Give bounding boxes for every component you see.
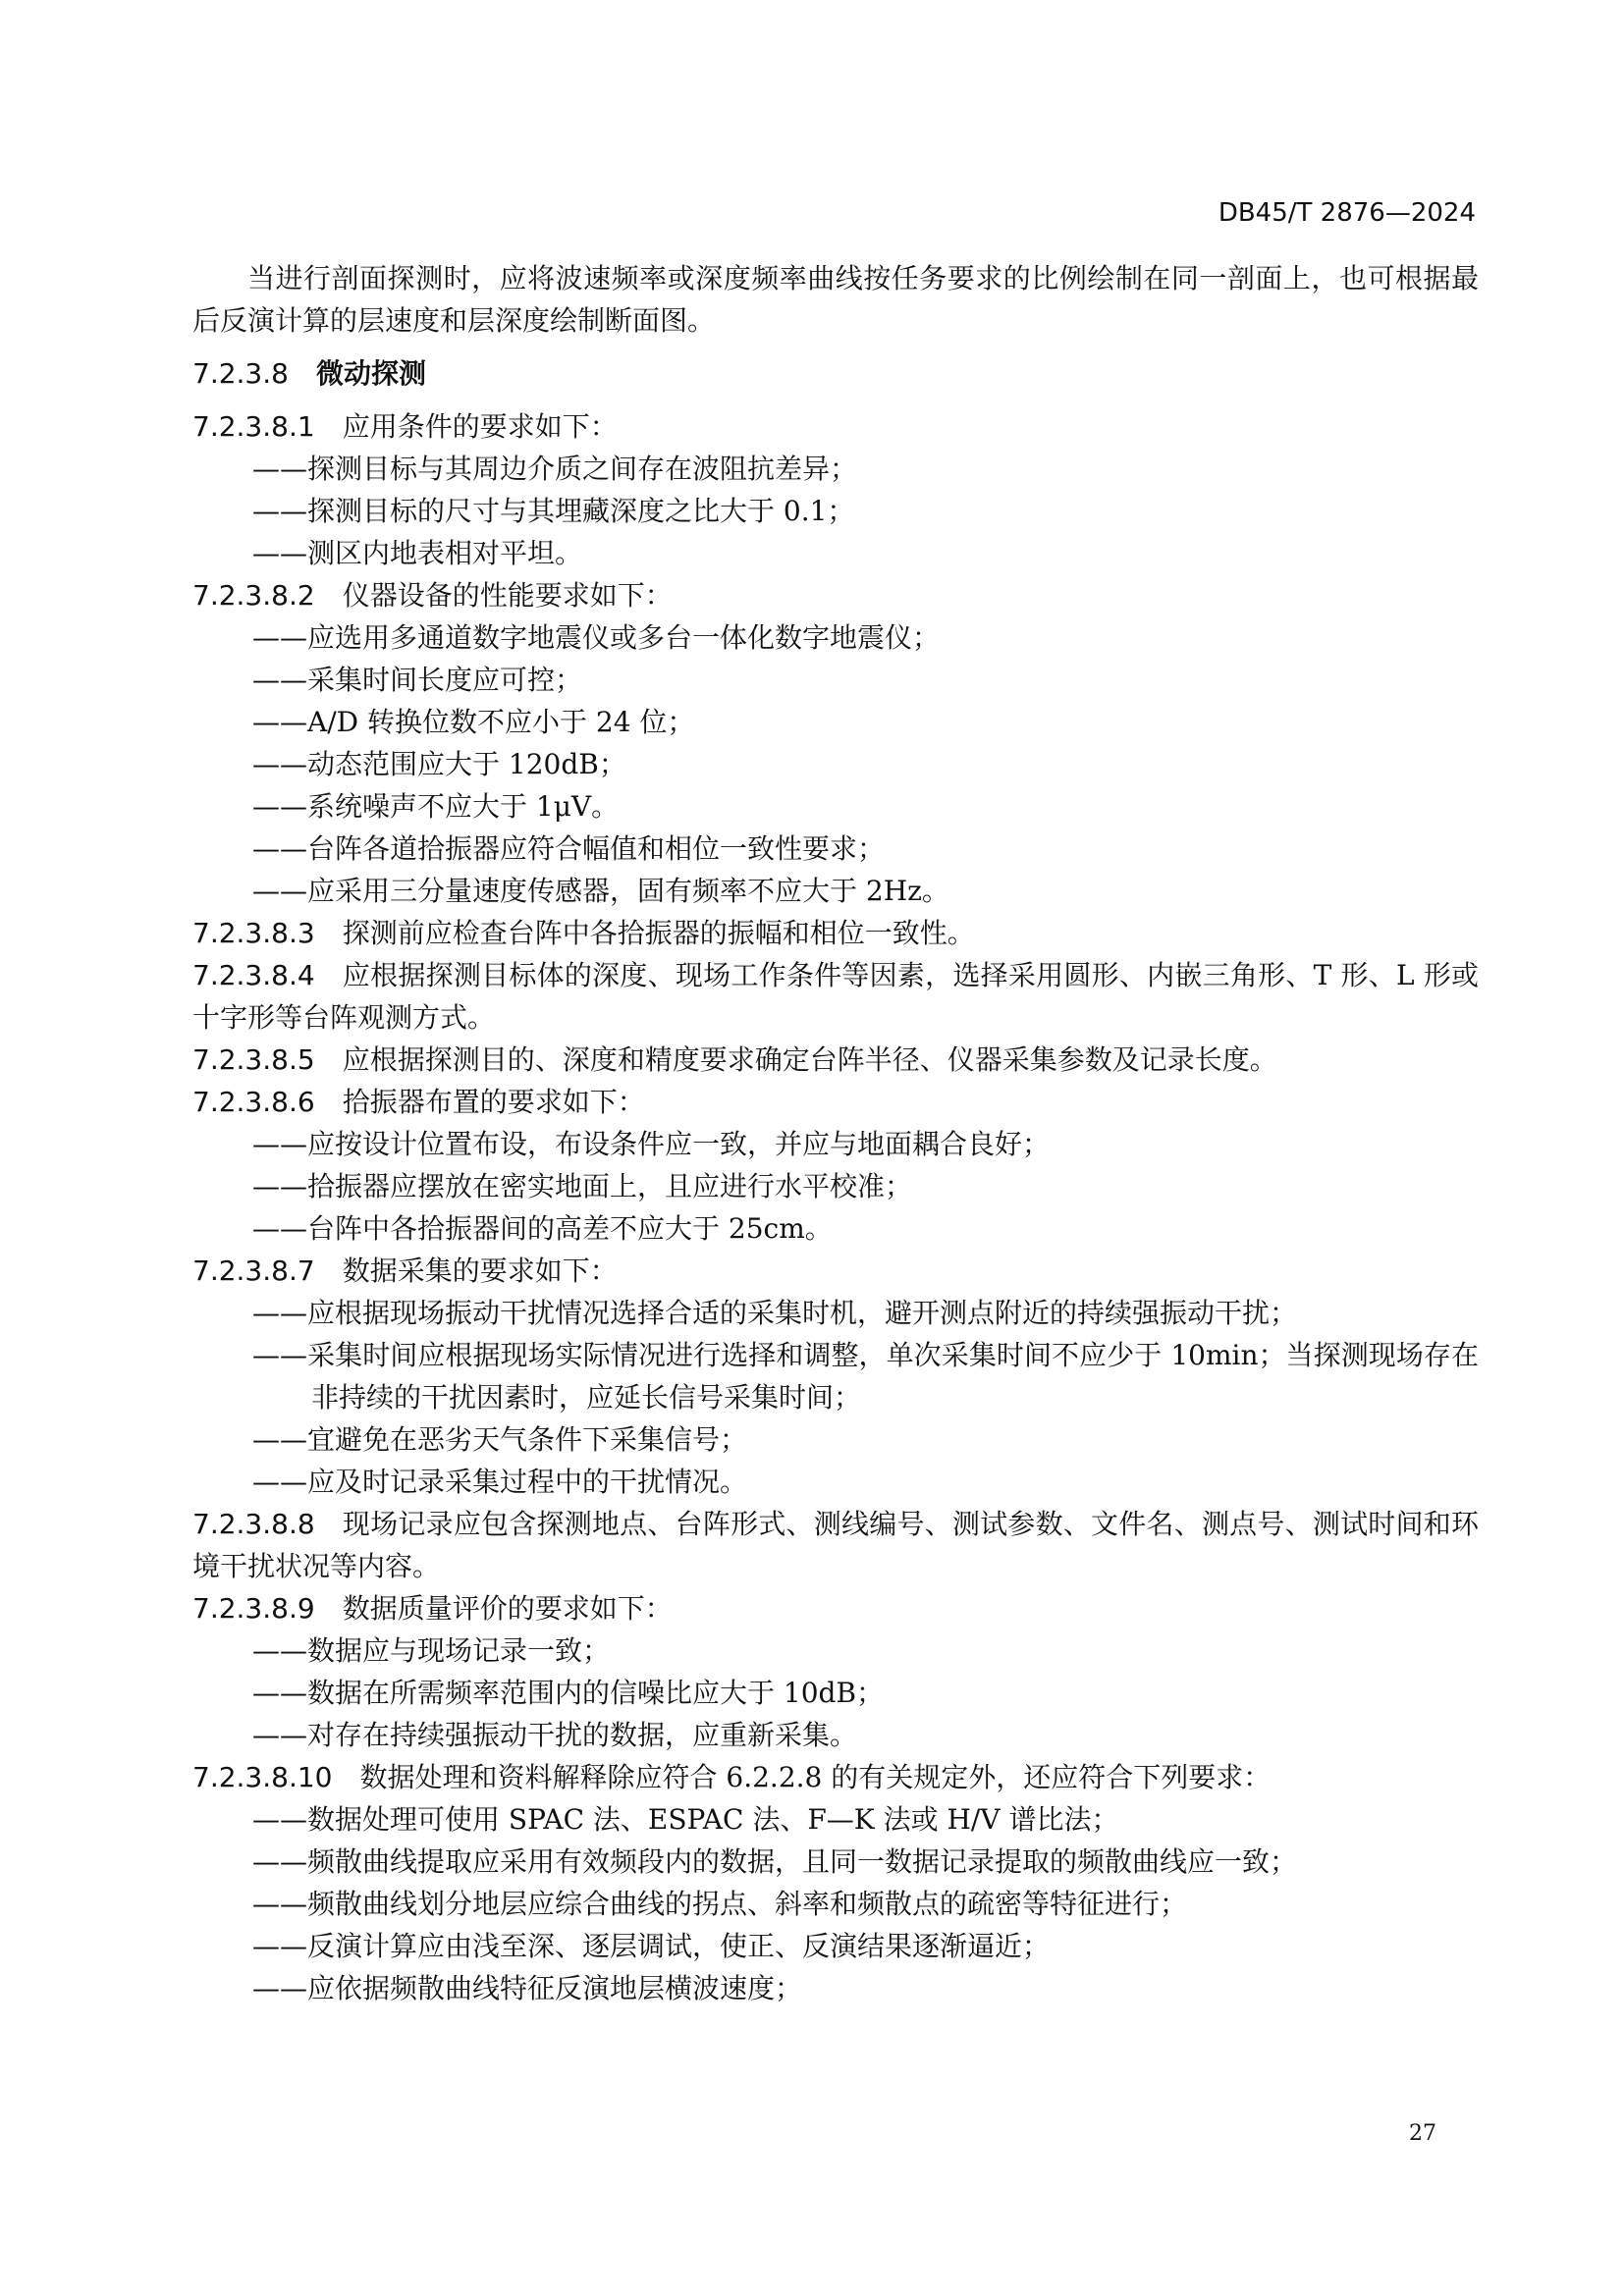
list-item: ——采集时间长度应可控； bbox=[252, 664, 583, 696]
clause-number: 7.2.3.8.5 bbox=[192, 1043, 315, 1076]
clause bbox=[192, 1587, 1479, 1629]
list-item: ——应根据现场振动干扰情况选择合适的采集时机，避开测点附近的持续强振动干扰； bbox=[252, 1297, 1298, 1329]
clause-number: 7.2.3.8.7 bbox=[192, 1255, 315, 1287]
list-item: ——A/D 转换位数不应小于 24 位； bbox=[252, 706, 695, 738]
clause bbox=[192, 954, 1479, 1039]
list-item: ——数据应与现场记录一致； bbox=[252, 1634, 611, 1667]
clause-list bbox=[192, 405, 1479, 2009]
clause bbox=[192, 405, 1479, 448]
document-body bbox=[192, 257, 1479, 2009]
list-item: ——台阵各道拾振器应符合幅值和相位一致性要求； bbox=[252, 832, 886, 865]
clause bbox=[192, 1039, 1479, 1081]
list-item: ——探测目标的尺寸与其埋藏深度之比大于 0.1； bbox=[252, 495, 855, 527]
intro-paragraph: 当进行剖面探测时，应将波速频率或深度频率曲线按任务要求的比例绘制在同一剖面上，也可根据最后反演计算的层速度和层深度绘制断面图。 bbox=[192, 262, 1479, 337]
clause-number: 7.2.3.8.9 bbox=[192, 1592, 315, 1625]
clause bbox=[192, 1081, 1479, 1123]
clause bbox=[192, 574, 1479, 616]
list-item: ——应及时记录采集过程中的干扰情况。 bbox=[252, 1466, 748, 1498]
clause-number: 7.2.3.8.8 bbox=[192, 1508, 315, 1540]
clause-text: 现场记录应包含探测地点、台阵形式、测线编号、测试参数、文件名、测点号、测试时间和环境干扰状况等内容。 bbox=[192, 1508, 1479, 1582]
document-code: DB45/T 2876—2024 bbox=[1218, 198, 1476, 228]
clause-text: 拾振器布置的要求如下： bbox=[342, 1086, 645, 1118]
list-item: ——反演计算应由浅至深、逐层调试，使正、反演结果逐渐逼近； bbox=[252, 1930, 1051, 1962]
list-item: ——测区内地表相对平坦。 bbox=[252, 537, 583, 569]
list-item: ——频散曲线划分地层应综合曲线的拐点、斜率和频散点的疏密等特征进行； bbox=[252, 1888, 1188, 1920]
clause-number: 7.2.3.8.10 bbox=[192, 1761, 333, 1793]
clause bbox=[192, 1756, 1479, 1798]
clause-number: 7.2.3.8.1 bbox=[192, 410, 315, 443]
list-item: ——频散曲线提取应采用有效频段内的数据，且同一数据记录提取的频散曲线应一致； bbox=[252, 1845, 1298, 1878]
list-item: ——动态范围应大于 120dB； bbox=[252, 748, 626, 780]
list-item: ——应采用三分量速度传感器，固有频率不应大于 2Hz。 bbox=[252, 875, 949, 907]
clause-text: 应根据探测目的、深度和精度要求确定台阵半径、仪器采集参数及记录长度。 bbox=[342, 1043, 1277, 1076]
section-heading bbox=[192, 352, 1479, 395]
clause-text: 应根据探测目标体的深度、现场工作条件等因素，选择采用圆形、内嵌三角形、T 形、L 形或十字形等台阵观测方式。 bbox=[192, 959, 1479, 1034]
list-item: ——对存在持续强振动干扰的数据，应重新采集。 bbox=[252, 1719, 858, 1751]
list-item: ——数据处理可使用 SPAC 法、ESPAC 法、F—K 法或 H/V 谱比法； bbox=[252, 1803, 1119, 1836]
section-number: 7.2.3.8 bbox=[192, 357, 289, 390]
clause bbox=[192, 912, 1479, 954]
clause-number: 7.2.3.8.2 bbox=[192, 579, 315, 612]
list-item: ——探测目标与其周边介质之间存在波阻抗差异； bbox=[252, 453, 858, 485]
clause-text: 应用条件的要求如下： bbox=[342, 410, 618, 443]
list-item: ——应依据频散曲线特征反演地层横波速度； bbox=[252, 1972, 803, 2004]
clause-text: 探测前应检查台阵中各拾振器的振幅和相位一致性。 bbox=[342, 917, 975, 949]
clause bbox=[192, 1250, 1479, 1292]
clause-text: 数据质量评价的要求如下： bbox=[342, 1592, 673, 1625]
list-item: ——应按设计位置布设，布设条件应一致，并应与地面耦合良好； bbox=[252, 1128, 1051, 1160]
clause bbox=[192, 1503, 1479, 1587]
list-item: ——拾振器应摆放在密实地面上，且应进行水平校准； bbox=[252, 1170, 913, 1202]
list-item: ——系统噪声不应大于 1μV。 bbox=[252, 790, 620, 823]
page-number: 27 bbox=[1409, 2121, 1436, 2146]
list-item: ——数据在所需频率范围内的信噪比应大于 10dB； bbox=[252, 1677, 885, 1709]
clause-number: 7.2.3.8.3 bbox=[192, 917, 315, 949]
clause-number: 7.2.3.8.4 bbox=[192, 959, 315, 991]
clause-text: 数据处理和资料解释除应符合 6.2.2.8 的有关规定外，还应符合下列要求： bbox=[359, 1761, 1272, 1793]
clause-number: 7.2.3.8.6 bbox=[192, 1086, 315, 1118]
clause-text: 仪器设备的性能要求如下： bbox=[342, 579, 673, 612]
list-item: ——采集时间应根据现场实际情况进行选择和调整，单次采集时间不应少于 10min；当探测现场存在非持续的干扰因素时，应延长信号采集时间； bbox=[252, 1339, 1479, 1414]
clause-text: 数据采集的要求如下： bbox=[342, 1255, 618, 1287]
list-item: ——应选用多通道数字地震仪或多台一体化数字地震仪； bbox=[252, 621, 941, 654]
list-item: ——台阵中各拾振器间的高差不应大于 25cm。 bbox=[252, 1212, 833, 1245]
list-item: ——宜避免在恶劣天气条件下采集信号； bbox=[252, 1423, 748, 1456]
section-title: 微动探测 bbox=[315, 357, 426, 390]
